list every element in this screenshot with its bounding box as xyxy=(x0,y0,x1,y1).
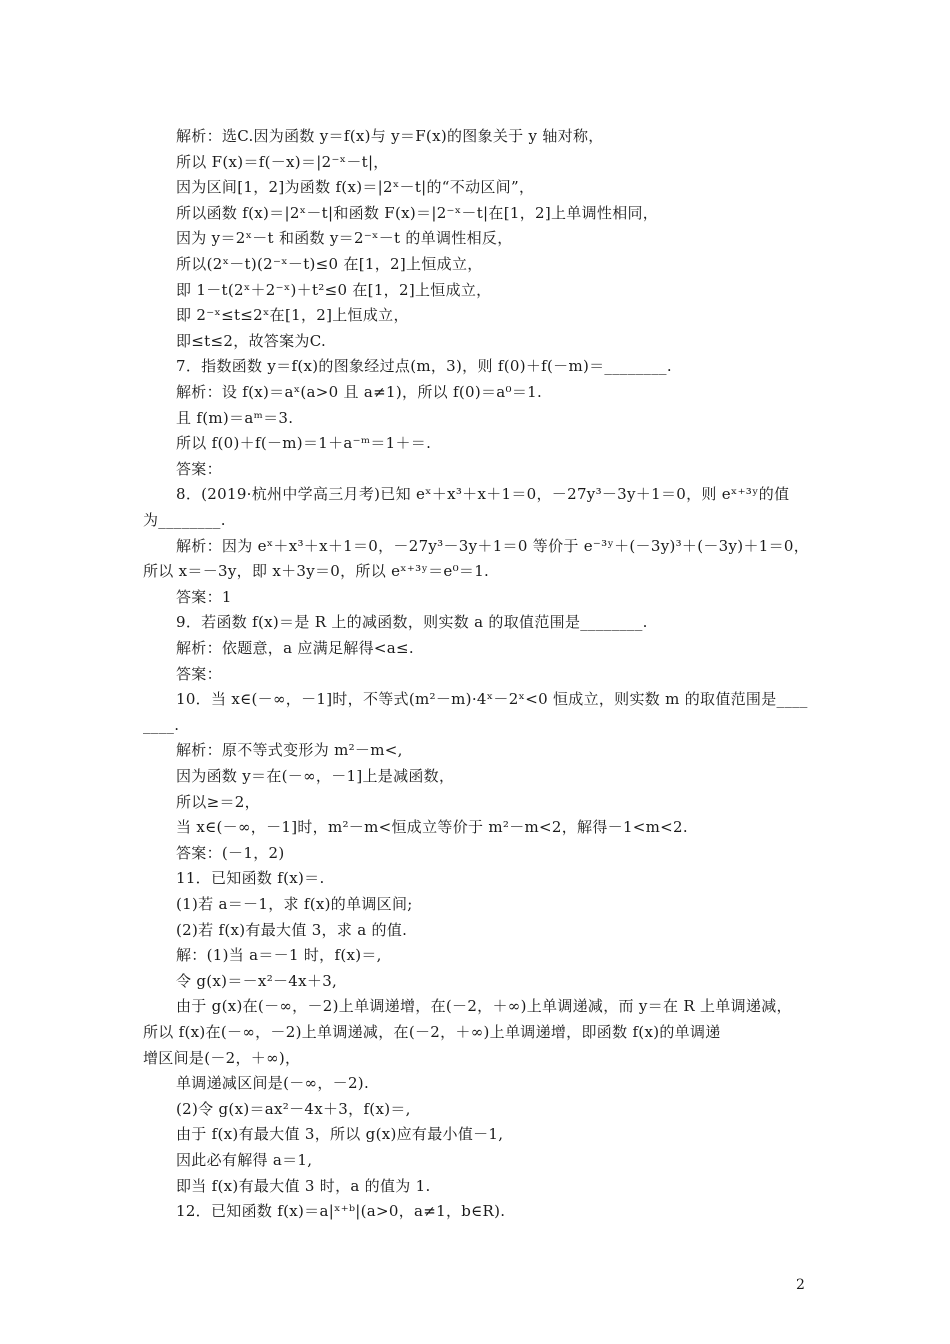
text-line: 8．(2019·杭州中学高三月考)已知 eˣ＋x³＋x＋1＝0，－27y³－3y＋1＝0，则 eˣ⁺³ʸ的值 xyxy=(176,485,790,504)
text-line: ____. xyxy=(143,715,180,734)
text-line: 且 f(m)＝aᵐ＝3. xyxy=(176,408,294,427)
text-line: 由于 f(x)有最大值 3，所以 g(x)应有最小值－1, xyxy=(176,1125,504,1144)
text-line: 所以 f(0)＋f(－m)＝1＋a⁻ᵐ＝1＋＝. xyxy=(176,434,432,453)
text-line: 答案：1 xyxy=(176,587,232,606)
text-line: 令 g(x)＝－x²－4x＋3, xyxy=(176,971,338,990)
text-line: (1)若 a＝－1，求 f(x)的单调区间; xyxy=(176,895,413,913)
text-line: 解析：依题意，a 应满足解得<a≤. xyxy=(176,639,414,657)
text-line: 增区间是(－2，＋∞)， xyxy=(143,1048,301,1067)
text-line: 所以函数 f(x)＝|2ˣ－t|和函数 F(x)＝|2⁻ˣ－t|在[1，2]上单调性相同， xyxy=(176,203,659,222)
text-line: 当 x∈(－∞，－1]时，m²－m<恒成立等价于 m²－m<2，解得－1<m<2. xyxy=(176,818,688,837)
text-line: 解：(1)当 a＝－1 时，f(x)＝, xyxy=(176,946,382,965)
text-line: 即当 f(x)有最大值 3 时，a 的值为 1. xyxy=(176,1176,431,1195)
text-line: 即≤t≤2，故答案为C. xyxy=(176,331,327,350)
text-line: 答案： xyxy=(176,664,222,683)
text-line: 10．当 x∈(－∞，－1]时，不等式(m²－m)·4ˣ－2ˣ<0 恒成立，则实数 m 的取值范围是____ xyxy=(176,690,808,709)
text-line: 即 1－t(2ˣ＋2⁻ˣ)＋t²≤0 在[1，2]上恒成立， xyxy=(176,280,492,299)
text-line: 12．已知函数 f(x)＝a|ˣ⁺ᵇ|(a>0，a≠1，b∈R). xyxy=(176,1202,506,1221)
text-line: 9．若函数 f(x)＝是 R 上的减函数，则实数 a 的取值范围是________. xyxy=(176,613,648,632)
text-line: 7．指数函数 y＝f(x)的图象经过点(m，3)，则 f(0)＋f(－m)＝________. xyxy=(176,357,672,376)
text-line: 由于 g(x)在(－∞，－2)上单调递增，在(－2，＋∞)上单调递减，而 y＝在 R 上单调递减， xyxy=(176,997,792,1016)
text-line: 解析：设 f(x)＝aˣ(a>0 且 a≠1)，所以 f(0)＝a⁰＝1. xyxy=(176,383,543,401)
text-line: 所以 f(x)在(－∞，－2)上单调递减，在(－2，＋∞)上单调递增，即函数 f(x)的单调递 xyxy=(143,1023,721,1041)
text-line: 答案： xyxy=(176,459,222,478)
text-line: (2)若 f(x)有最大值 3，求 a 的值. xyxy=(176,920,408,939)
text-line: 因此必有解得 a＝1, xyxy=(176,1151,313,1169)
text-line: 解析：因为 eˣ＋x³＋x＋1＝0，－27y³－3y＋1＝0 等价于 e⁻³ʸ＋(－3y)³＋(－3y)＋1＝0， xyxy=(176,536,810,555)
text-line: 解析：原不等式变形为 m²－m<, xyxy=(176,741,403,760)
page-number: 2 xyxy=(796,1277,805,1293)
text-line: 因为 y＝2ˣ－t 和函数 y＝2⁻ˣ－t 的单调性相反， xyxy=(176,229,513,248)
text-line: 因为区间[1，2]为函数 f(x)＝|2ˣ－t|的“不动区间”， xyxy=(176,178,535,197)
text-line: 解析：选C.因为函数 y＝f(x)与 y＝F(x)的图象关于 y 轴对称， xyxy=(176,127,604,145)
text-line: 所以(2ˣ－t)(2⁻ˣ－t)≤0 在[1，2]上恒成立， xyxy=(176,255,483,273)
text-line: 所以≥＝2， xyxy=(176,792,260,811)
text-line: 即 2⁻ˣ≤t≤2ˣ在[1，2]上恒成立， xyxy=(176,306,409,325)
text-line: 单调递减区间是(－∞，－2). xyxy=(176,1074,370,1093)
text-line: (2)令 g(x)＝ax²－4x＋3，f(x)＝, xyxy=(176,1099,411,1118)
text-line: 因为函数 y＝在(－∞，－1]上是减函数， xyxy=(176,767,455,785)
text-line: 为________. xyxy=(143,511,226,529)
text-line: 答案：(－1，2) xyxy=(176,843,285,862)
text-line: 所以 F(x)＝f(－x)＝|2⁻ˣ－t|， xyxy=(176,152,389,171)
text-line: 11．已知函数 f(x)＝. xyxy=(176,869,325,888)
text-line: 所以 x＝－3y，即 x＋3y＝0，所以 eˣ⁺³ʸ＝e⁰＝1. xyxy=(143,562,490,581)
